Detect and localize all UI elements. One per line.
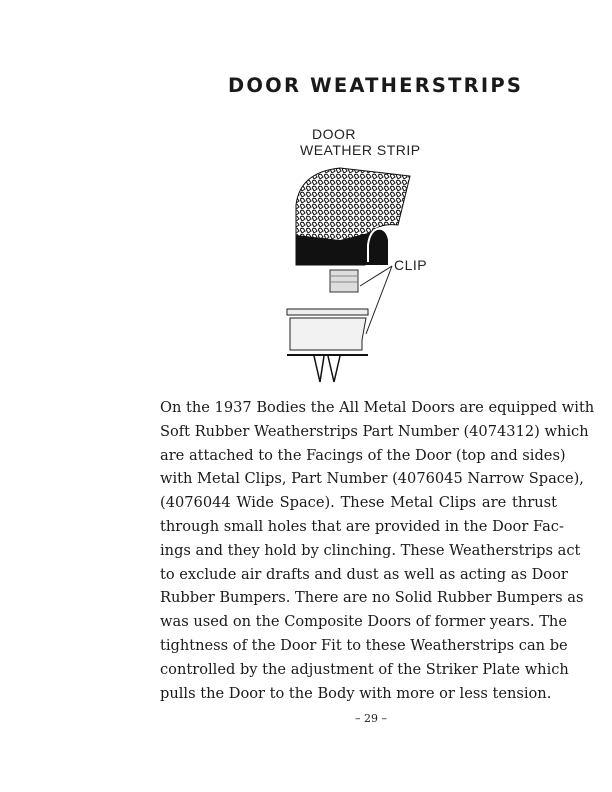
figure-label-weather-strip: WEATHER STRIP bbox=[300, 142, 421, 158]
body-line: Soft Rubber Weatherstrips Part Number (4074312) which bbox=[160, 422, 589, 440]
weatherstrip-clip-illustration bbox=[270, 118, 450, 388]
body-line: was used on the Composite Doors of former years. The bbox=[160, 613, 567, 631]
weatherstrip-drawing bbox=[296, 168, 410, 265]
body-text bbox=[160, 396, 595, 705]
figure-label-door: DOOR bbox=[312, 126, 356, 142]
body-line: tightness of the Door Fit to these Weatherstrips can be bbox=[160, 636, 568, 654]
body-line: (4076044 Wide Space). These Metal Clips are thrust bbox=[160, 494, 557, 512]
figure-label-clip: CLIP bbox=[394, 257, 428, 273]
body-line: ings and they hold by clinching. These Weatherstrips act bbox=[160, 541, 581, 559]
body-line: On the 1937 Bodies the All Metal Doors are equipped with bbox=[160, 399, 595, 416]
body-line: controlled by the adjustment of the Striker Plate which bbox=[160, 660, 569, 678]
body-line: pulls the Door to the Body with more or less tension. bbox=[160, 684, 552, 702]
body-line: are attached to the Facings of the Door (top and sides) bbox=[160, 446, 566, 464]
body-line: Rubber Bumpers. There are no Solid Rubber Bumpers as bbox=[160, 589, 584, 607]
clip-drawing bbox=[287, 266, 392, 382]
body-line: to exclude air drafts and dust as well as acting as Door bbox=[160, 565, 568, 583]
body-line: with Metal Clips, Part Number (4076045 Narrow Space), bbox=[160, 470, 584, 488]
page-title: DOOR WEATHERSTRIPS bbox=[228, 74, 524, 97]
body-line: through small holes that are provided in the Door Fac- bbox=[160, 517, 564, 535]
page-number: – 29 – bbox=[355, 712, 387, 725]
